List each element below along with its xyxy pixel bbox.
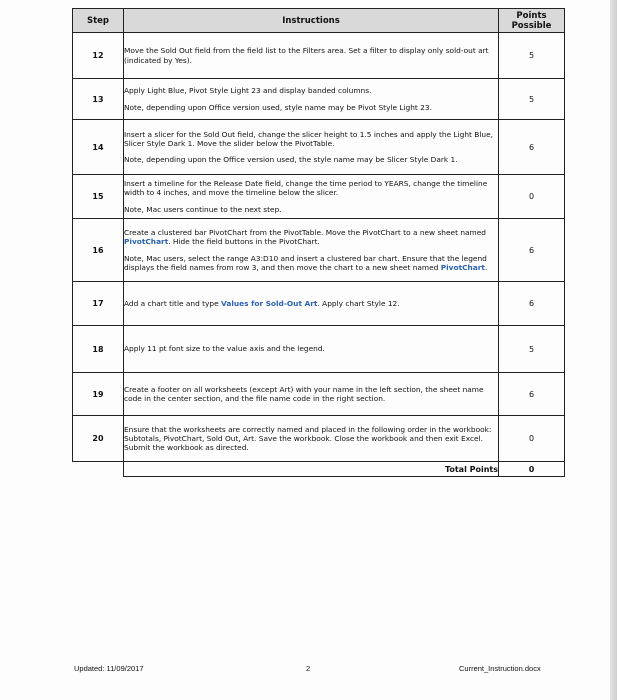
table-row — [73, 33, 565, 79]
points-value: 6 — [499, 282, 565, 326]
text-segment: . — [484, 262, 488, 272]
text-segment: Add a chart title and type — [124, 298, 222, 308]
step-number: 18 — [73, 326, 124, 373]
keyword-chart-title: Values for Sold-Out Art — [221, 298, 318, 308]
total-spacer — [73, 462, 124, 477]
instruction-text — [124, 175, 499, 219]
text-segment: . Hide the field buttons in the PivotChart. — [168, 237, 320, 247]
instruction-note: Note, depending upon the Office version used, the style name may be Slicer Style Dark 1. — [124, 155, 458, 165]
step-number: 17 — [73, 282, 124, 326]
instruction-text — [124, 326, 499, 373]
points-value: 6 — [499, 373, 565, 416]
footer-page-number: 2 — [306, 664, 311, 673]
instructions-table — [72, 8, 565, 477]
instruction-line: Insert a timeline for the Release Date field, change the time period to YEARS, change the timeline width to 4 inches, and move the timeline below the slicer. — [124, 179, 488, 198]
page-edge — [610, 0, 617, 700]
total-row — [73, 462, 565, 477]
instruction-line — [124, 228, 498, 246]
step-header: Step — [73, 9, 124, 33]
table-row — [73, 79, 565, 120]
footer-filename: Current_Instruction.docx — [459, 664, 541, 673]
total-points-value: 0 — [499, 462, 565, 477]
header-row — [73, 9, 565, 33]
instruction-line: Apply Light Blue, Pivot Style Light 23 and display banded columns. — [124, 86, 372, 96]
points-value: 0 — [499, 416, 565, 462]
points-value: 6 — [499, 219, 565, 282]
table-row — [73, 373, 565, 416]
table-row — [73, 282, 565, 326]
instruction-text — [124, 416, 499, 462]
instructions-header: Instructions — [124, 9, 499, 33]
step-number: 13 — [73, 79, 124, 120]
table-row — [73, 219, 565, 282]
total-points-label: Total Points — [124, 462, 499, 477]
keyword-pivotchart: PivotChart — [124, 237, 169, 247]
keyword-pivotchart: PivotChart — [440, 262, 485, 272]
text-segment: . Apply chart Style 12. — [317, 298, 400, 308]
points-value: 0 — [499, 175, 565, 219]
instruction-line: Create a footer on all worksheets (except Art) with your name in the left section, the sheet name code in the center section, and the file name code in the right section. — [124, 384, 484, 403]
step-number: 16 — [73, 219, 124, 282]
instruction-line: Move the Sold Out field from the field list to the Filters area. Set a filter to display only sold-out art (indicated by Yes). — [124, 46, 489, 65]
table-row — [73, 175, 565, 219]
instruction-text — [124, 33, 499, 79]
points-value: 5 — [499, 79, 565, 120]
step-number: 15 — [73, 175, 124, 219]
instruction-line: Apply 11 pt font size to the value axis and the legend. — [124, 344, 325, 354]
instruction-line: Insert a slicer for the Sold Out field, change the slicer height to 1.5 inches and apply the Light Blue, Slicer Style Dark 1. Move the slider below the PivotTable. — [124, 129, 493, 148]
step-number: 19 — [73, 373, 124, 416]
points-value: 5 — [499, 33, 565, 79]
step-number: 12 — [73, 33, 124, 79]
instruction-line — [124, 299, 498, 308]
text-segment: Create a clustered bar PivotChart from the PivotTable. Move the PivotChart to a new sheet named — [124, 228, 486, 238]
instruction-text — [124, 79, 499, 120]
footer-updated: Updated: 11/09/2017 — [74, 664, 144, 673]
table-row — [73, 120, 565, 175]
text-segment: Note, Mac users, select the range A3:D10 and insert a clustered bar chart. Ensure that the legend displays the field names from row 3, and then move the chart to a new sheet named — [124, 253, 487, 272]
points-header: Points Possible — [499, 9, 565, 33]
step-number: 14 — [73, 120, 124, 175]
points-value: 5 — [499, 326, 565, 373]
instruction-text — [124, 219, 499, 282]
table-row — [73, 326, 565, 373]
instruction-note: Note, Mac users continue to the next step. — [124, 204, 282, 214]
step-number: 20 — [73, 416, 124, 462]
table-row — [73, 416, 565, 462]
instruction-note — [124, 254, 498, 272]
instruction-line: Ensure that the worksheets are correctly named and placed in the following order in the workbook: Subtotals, PivotChart, Sold Out, Art. Save the workbook. Close the workbook and then exit Excel. Submit the workbook as directed. — [124, 424, 492, 453]
instruction-text — [124, 373, 499, 416]
instruction-text — [124, 120, 499, 175]
points-value: 6 — [499, 120, 565, 175]
instruction-note: Note, depending upon Office version used, style name may be Pivot Style Light 23. — [124, 102, 432, 112]
instruction-text — [124, 282, 499, 326]
